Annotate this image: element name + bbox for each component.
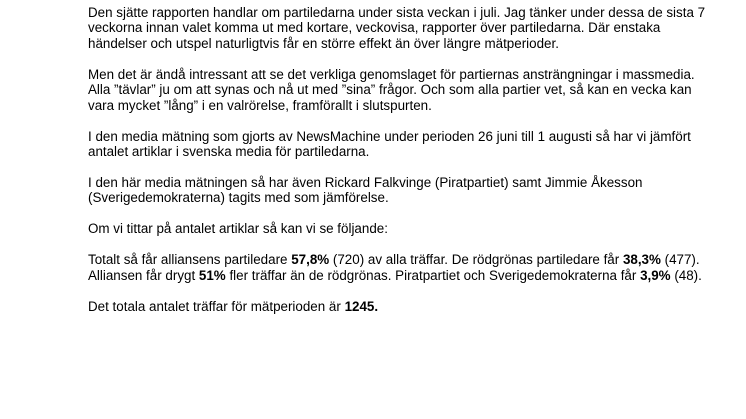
results-text-4: fler träffar än de rödgrönas. Piratpartiet och Sverigedemokraterna får <box>225 267 641 283</box>
paragraph-intro: Den sjätte rapporten handlar om partiledarna under sista veckan i juli. Jag tänker under dessa de sista 7 veckorna innan valet komma ut med kortare, veckovisa, rapporter över partiledarna. Där enstaka händelser och utspel naturligtvis får en större effekt än över längre mätperioder. <box>88 5 706 51</box>
total-text: Det totala antalet träffar för mätperioden är <box>88 298 345 314</box>
alliance-advantage: 51% <box>198 267 226 283</box>
results-text-3: (477). Alliansen får drygt <box>88 252 700 283</box>
results-text-1: Totalt så får alliansens partiledare <box>88 252 292 268</box>
paragraph-results <box>88 252 708 283</box>
paragraph-total <box>88 299 708 314</box>
results-text-2: (720) av alla träffar. De rödgrönas partiledare får <box>329 252 623 268</box>
total-hits: 1245. <box>344 298 379 314</box>
document-body <box>88 5 708 330</box>
paragraph-newsmachine: I den media mätning som gjorts av NewsMachine under perioden 26 juni till 1 augusti så har vi jämfört antalet artiklar i svenska media för partiledarna. <box>88 128 691 160</box>
others-share: 3,9% <box>640 267 671 283</box>
redgreen-share: 38,3% <box>622 252 661 268</box>
results-text-5: (48). <box>670 267 702 283</box>
paragraph-articles-intro: Om vi tittar på antalet artiklar så kan vi se följande: <box>88 221 388 237</box>
alliance-share: 57,8% <box>291 252 330 268</box>
paragraph-comparison: I den här media mätningen så har även Rickard Falkvinge (Piratpartiet) samt Jimmie Åkesson (Sverigedemokraterna) tagits med som jämförelse. <box>88 175 643 206</box>
paragraph-media-impact: Men det är ändå intressant att se det verkliga genomslaget för partiernas ansträngningar i massmedia. Alla ”tävlar” ju om att synas och nå ut med ”sina” frågor. Och som alla partier vet, så kan en vecka kan vara mycket ”lång” i en valrörelse, framförallt i slutspurten. <box>88 66 695 113</box>
